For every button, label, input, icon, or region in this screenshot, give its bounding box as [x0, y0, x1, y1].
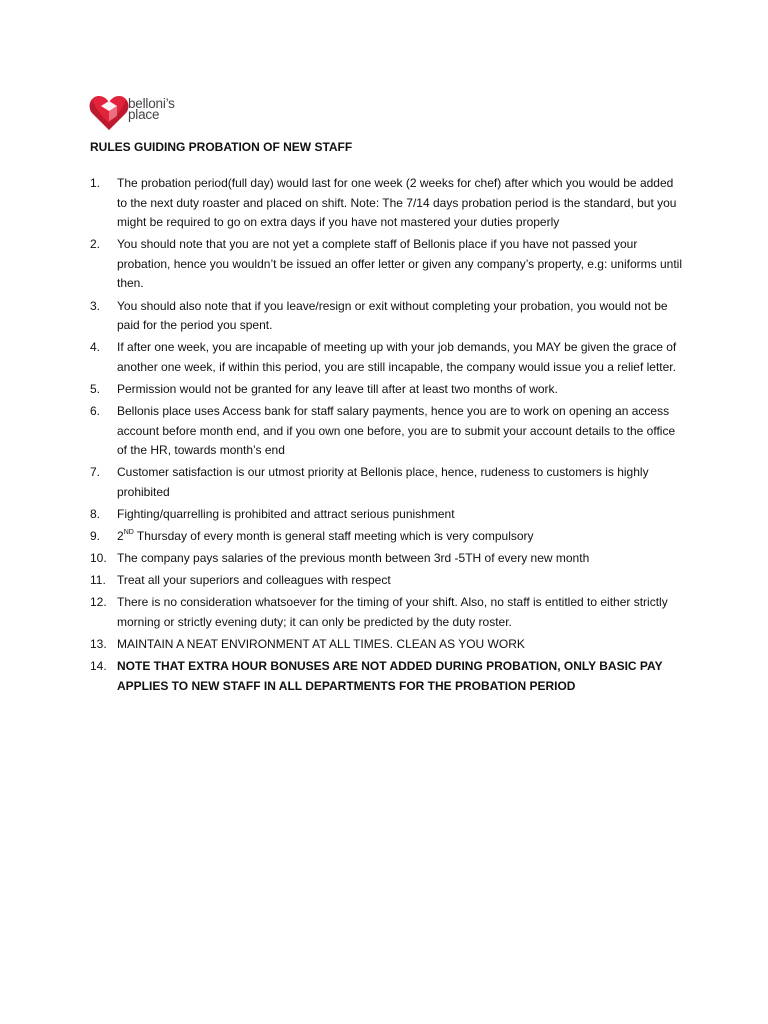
- logo-line-1: belloni’s: [128, 96, 175, 111]
- rule-number: 2.: [90, 237, 101, 252]
- rule-text: The company pays salaries of the previous month between 3rd -5TH of every new month: [117, 551, 590, 566]
- rule-number: 4.: [90, 340, 101, 355]
- logo-line-2: place: [128, 107, 160, 122]
- rule-number: 8.: [90, 507, 101, 521]
- rule-text: There is no consideration whatsoever for the timing of your shift. Also, no staff is entitled to either strictly morning or strictly evening duty; it can only be predicted by the duty roster.: [117, 595, 668, 629]
- rule-number: 11.: [90, 573, 106, 588]
- rule-number: 7.: [90, 465, 101, 480]
- rule-text: You should also note that if you leave/resign or exit without completing your probation, you would not be paid for the period you spent.: [117, 298, 668, 333]
- rule-item-14: [90, 657, 686, 696]
- rule-number: 14.: [90, 659, 107, 674]
- document-title: RULES GUIDING PROBATION OF NEW STAFF: [90, 140, 353, 154]
- rule-number: 13.: [90, 637, 107, 652]
- rule-text: Customer satisfaction is our utmost priority at Bellonis place, hence, rudeness to customers is highly prohibited: [117, 465, 649, 499]
- rule-text: Bellonis place uses Access bank for staff salary payments, hence you are to work on opening an access account before month end, and if you own one before, you are to submit your account details to the office of the HR, towards month’s end: [117, 404, 676, 458]
- rule-number: 3.: [90, 298, 101, 313]
- rule-item-12: [90, 593, 686, 632]
- rule-item-6: [90, 402, 686, 461]
- rule-number: 5.: [90, 381, 101, 396]
- bellonis-place-logo: [88, 92, 198, 132]
- rule-text: If after one week, you are incapable of meeting up with your job demands, you MAY be given the grace of another one week, if within this period, you are still incapable, the company would issue you a relief letter.: [117, 340, 677, 374]
- heart-logo-icon: [88, 92, 130, 132]
- rule-item-4: [90, 338, 686, 377]
- rule-item-13: [90, 635, 686, 655]
- logo-wordmark: [128, 98, 175, 120]
- rule-item-3: [90, 297, 686, 336]
- rule-number: 1.: [90, 176, 101, 190]
- rule-item-2: [90, 235, 686, 294]
- rule-number: 6.: [90, 404, 101, 419]
- rule-text: Fighting/quarrelling is prohibited and attract serious punishment: [117, 507, 455, 521]
- meeting-rule-text: Thursday of every month is general staff meeting which is very compulsory: [133, 529, 534, 544]
- rule-text: NOTE THAT EXTRA HOUR BONUSES ARE NOT ADDED DURING PROBATION, ONLY BASIC PAY APPLIES TO NEW STAFF IN ALL DEPARTMENTS FOR THE PROBATION PERIOD: [117, 659, 663, 693]
- rule-item-8: [90, 505, 686, 525]
- rule-item-5: [90, 380, 686, 400]
- rule-text: [117, 527, 686, 547]
- ordinal-suffix: ND: [123, 529, 134, 537]
- meeting-week-number: 2: [117, 529, 124, 544]
- rule-item-1: [90, 174, 686, 233]
- rule-text: The probation period(full day) would last for one week (2 weeks for chef) after which you would be added to the next duty roaster and placed on shift. Note: The 7/14 days probation period is the standard, but you might be required to go on extra days if you have not mastered your duties properly: [117, 176, 677, 230]
- rule-item-10: [90, 549, 686, 569]
- rule-text: You should note that you are not yet a complete staff of Bellonis place if you have not passed your probation, hence you wouldn’t be issued an offer letter or given any company’s property, e.g: uniforms until then.: [117, 237, 682, 291]
- rule-item-11: [90, 571, 686, 591]
- probation-rules-list: [90, 174, 686, 699]
- rule-text: MAINTAIN A NEAT ENVIRONMENT AT ALL TIMES. CLEAN AS YOU WORK: [117, 637, 525, 652]
- rule-number: 9.: [90, 529, 101, 544]
- rule-text: Treat all your superiors and colleagues with respect: [117, 573, 391, 588]
- rule-item-9: [90, 527, 686, 547]
- rule-number: 10.: [90, 551, 107, 566]
- rule-text: Permission would not be granted for any leave till after at least two months of work.: [117, 381, 558, 396]
- rule-item-7: [90, 463, 686, 502]
- rule-number: 12.: [90, 595, 107, 610]
